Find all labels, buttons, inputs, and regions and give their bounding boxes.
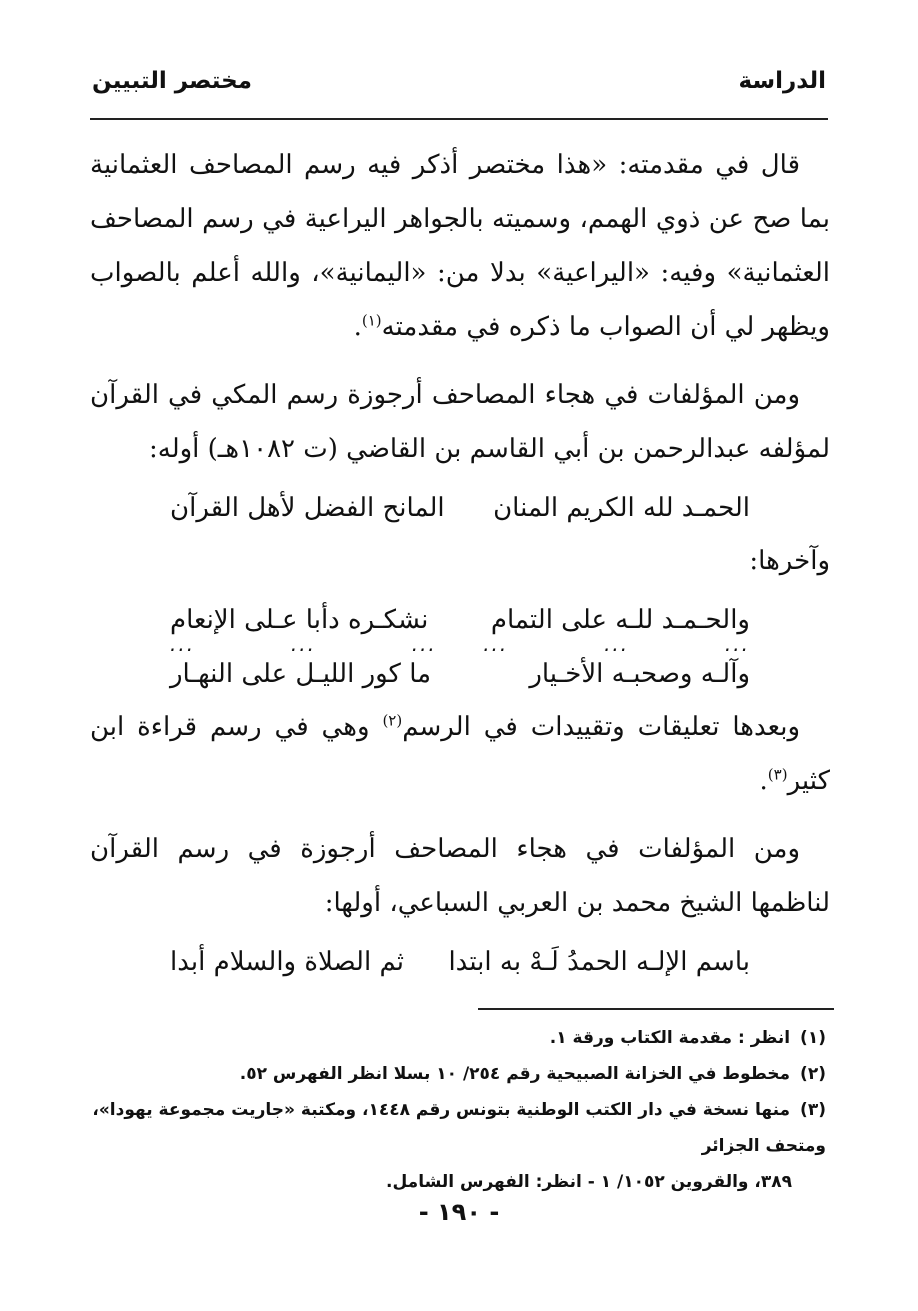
ellipsis: ... — [604, 632, 630, 656]
paragraph-1 — [90, 138, 830, 354]
paragraph-2: ومن المؤلفات في هجاء المصاحف أرجوزة رسم المكي في القرآن لمؤلفه عبدالرحمن بن أبي القاسم بن القاضي (ت ١٠٨٢هـ) أوله: — [90, 380, 830, 464]
footnote-ref-1[interactable]: (١) — [361, 311, 382, 330]
footnote-ref-2[interactable]: (٢) — [382, 711, 403, 730]
page-number: - ١٩٠ - — [418, 1198, 500, 1226]
ellipsis: ... — [483, 632, 509, 656]
verse-2-first-hemistich: والحـمـد للـه على التمام — [490, 605, 750, 635]
verse-line-3 — [170, 648, 750, 700]
verse-2-second-hemistich: نشكـره دأبا عـلى الإنعام — [170, 605, 429, 635]
main-text — [90, 138, 830, 988]
footnote-1-number: (١) — [800, 1028, 826, 1048]
verse-1-second-hemistich: المانح الفضل لأهل القرآن — [170, 493, 445, 523]
verse-3-second-hemistich: ما كور الليـل على النهـار — [170, 659, 432, 689]
paragraph-4 — [90, 700, 830, 808]
footnote-3-number: (٣) — [800, 1100, 826, 1120]
verse-3-first-hemistich: وآلـه وصحبـه الأخـيار — [529, 659, 750, 689]
header-divider — [90, 118, 828, 120]
paragraph-5: ومن المؤلفات في هجاء المصاحف أرجوزة في رسم القرآن لناظمها الشيخ محمد بن العربي السباعي، أولها: — [90, 834, 830, 918]
paragraph-1-text: قال في مقدمته: «هذا مختصر أذكر فيه رسم المصاحف العثمانية بما صح عن ذوي الهمم، وسميته بالجواهر اليراعية في رسم المصاحف العثمانية» وفيه: «اليراعية» بدلا من: «اليمانية»، والله أعلم بالصواب ويظهر لي أن الصواب ما ذكره في مقدمته — [90, 150, 831, 342]
footnote-ref-3[interactable]: (٣) — [767, 765, 788, 784]
footnotes — [86, 1020, 826, 1200]
verse-1-first-hemistich: الحمـد لله الكريم المنان — [493, 493, 750, 523]
paragraph-4-text-b: وهي في رسم قراءة ابن كثير — [90, 712, 830, 796]
ellipsis: ... — [290, 632, 316, 656]
ellipsis: ... — [170, 632, 196, 656]
ellipsis: ... — [411, 632, 437, 656]
footnote-2 — [86, 1056, 826, 1092]
footnote-3-continuation: ٣٨٩، والقروين ١٠٥٢/ ١ - انظر: الفهرس الشامل. — [386, 1172, 792, 1192]
footnote-1-text: انظر : مقدمة الكتاب ورقة ١. — [549, 1028, 791, 1048]
paragraph-4-end: . — [759, 766, 768, 796]
footnote-divider — [478, 1008, 834, 1010]
paragraph-1-end: . — [353, 312, 362, 342]
verse-4-first-hemistich: باسم الإلـه الحمدُ لَـهْ به ابتدا — [448, 947, 750, 977]
footnote-3 — [86, 1092, 826, 1164]
running-header-book-title: مختصر التبيين — [92, 68, 252, 94]
running-header-section: الدراسة — [738, 68, 826, 94]
footnote-1 — [86, 1020, 826, 1056]
verse-line-1 — [170, 482, 750, 534]
footnote-2-number: (٢) — [800, 1064, 826, 1084]
paragraph-4-text-a: وبعدها تعليقات وتقييدات في الرسم — [402, 712, 800, 742]
verse-line-4 — [170, 936, 750, 988]
footnote-2-text: مخطوط في الخزانة الصبيحية رقم ٢٥٤/ ١٠ بسلا انظر الفهرس ٥٢. — [239, 1064, 791, 1084]
paragraph-3-label: وآخرها: — [749, 546, 830, 576]
footnote-3-text: منها نسخة في دار الكتب الوطنية بتونس رقم ١٤٤٨، ومكتبة «جاريت مجموعة يهودا»، ومتحف الجزائر — [92, 1100, 826, 1156]
ellipsis: ... — [724, 632, 750, 656]
verse-4-second-hemistich: ثم الصلاة والسلام أبدا — [170, 947, 404, 977]
